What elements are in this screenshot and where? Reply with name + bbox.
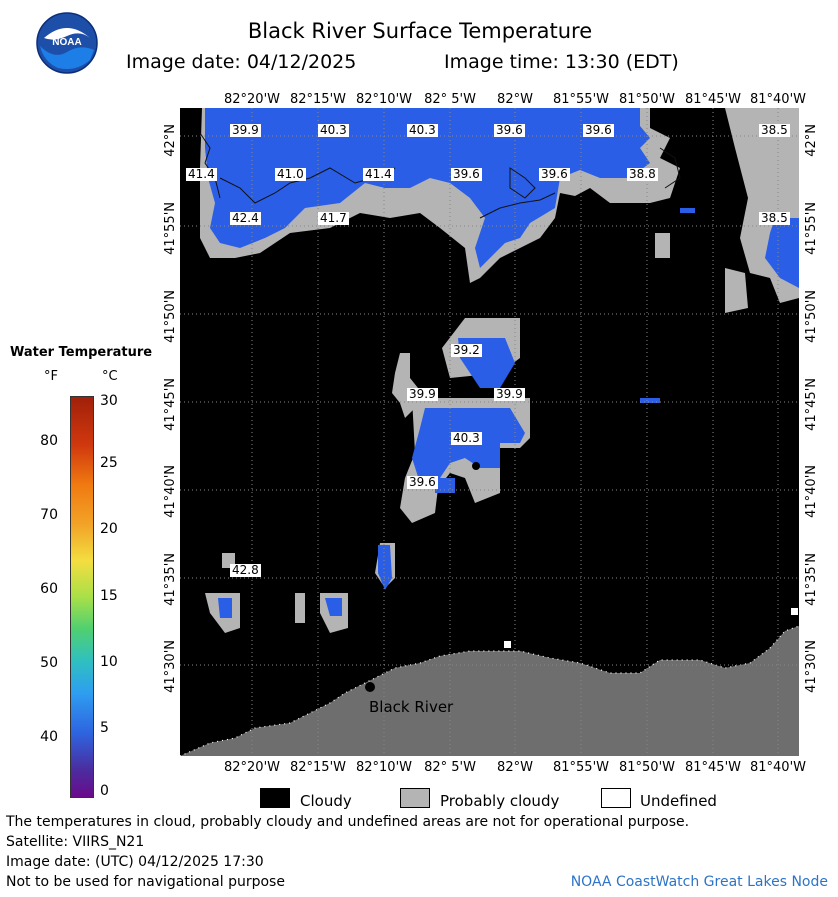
temp-label: 39.6 [453,167,480,181]
credit-text: NOAA CoastWatch Great Lakes Node [570,874,828,890]
temp-label: 39.6 [409,475,436,489]
lon-label-top: 81°45'W [684,92,741,107]
lon-label-bottom: 81°50'W [618,760,675,775]
legend-tick-f: 70 [40,507,58,523]
land-area [180,608,799,756]
water-temperature-areas [205,108,799,618]
lon-label-bottom: 81°55'W [552,760,609,775]
lat-label-right: 41°45'N [804,378,819,431]
temp-label: 39.6 [541,167,568,181]
temp-label: 39.9 [232,123,259,137]
lon-label-top: 81°50'W [618,92,675,107]
temperature-color-scale [70,396,94,798]
temp-label: 41.4 [188,167,215,181]
svg-text:NOAA: NOAA [52,37,82,48]
lat-label-left: 41°45'N [163,378,178,431]
lon-label-top: 82°10'W [355,92,412,107]
disclaimer-text: The temperatures in cloud, probably cloudy and undefined areas are not for operational purpose. [6,814,690,830]
legend-tick-c: 0 [100,783,109,799]
utc-date-text: Image date: (UTC) 04/12/2025 17:30 [6,854,264,870]
lon-label-bottom: 82° 5'W [424,760,476,775]
temp-label: 39.9 [409,387,436,401]
image-time: Image time: 13:30 (EDT) [444,51,679,73]
black-river-marker [365,682,375,692]
temp-label: 39.6 [496,123,523,137]
legend-tick-f: 40 [40,729,58,745]
temp-label: 40.3 [320,123,347,137]
lon-label-top: 81°55'W [552,92,609,107]
satellite-text: Satellite: VIIRS_N21 [6,834,145,850]
map-canvas [180,108,799,756]
lat-label-right: 41°30'N [804,640,819,693]
lat-label-right: 41°40'N [804,465,819,518]
cloudy-label: Cloudy [300,792,352,810]
undefined-label: Undefined [640,792,717,810]
temp-label: 39.9 [496,387,523,401]
legend-tick-c: 20 [100,521,118,537]
temp-label: 41.4 [365,167,392,181]
temperature-map [180,108,799,756]
page-title: Black River Surface Temperature [247,19,593,43]
lat-label-left: 41°35'N [163,553,178,606]
island-marker [472,462,480,470]
probably-cloudy-swatch [400,788,430,808]
undefined-swatch [601,788,631,808]
temp-label: 42.8 [232,563,259,577]
noaa-logo [36,12,98,74]
cloudy-swatch [260,788,290,808]
legend-tick-c: 25 [100,455,118,471]
temp-label: 40.3 [409,123,436,137]
lon-label-bottom: 82°20'W [223,760,280,775]
lat-label-left: 41°40'N [163,465,178,518]
temp-label: 41.7 [320,211,347,225]
image-date: Image date: 04/12/2025 [126,51,357,73]
legend-unit-f: °F [44,369,58,384]
lon-label-top: 82°20'W [223,92,280,107]
temp-label: 39.2 [453,343,480,357]
lat-label-left: 42°N [163,124,178,157]
legend-tick-f: 60 [40,581,58,597]
lat-label-right: 41°50'N [804,290,819,343]
lat-label-right: 41°35'N [804,553,819,606]
lon-label-top: 82° 5'W [424,92,476,107]
town-label: Black River [369,698,454,716]
legend-tick-f: 50 [40,655,58,671]
legend-title: Water Temperature [10,345,153,360]
legend-tick-c: 5 [100,720,109,736]
temp-label: 38.5 [761,123,788,137]
lat-label-left: 41°50'N [163,290,178,343]
legend-tick-f: 80 [40,433,58,449]
temp-label: 40.3 [453,431,480,445]
nav-warning-text: Not to be used for navigational purpose [6,874,285,890]
lon-label-bottom: 82°10'W [355,760,412,775]
temp-label: 39.6 [585,123,612,137]
temp-label: 38.8 [629,167,656,181]
lat-label-right: 42°N [804,124,819,157]
temp-label: 42.4 [232,211,259,225]
noaa-logo-icon [36,12,98,74]
lon-label-bottom: 82°15'W [289,760,346,775]
lon-label-bottom: 81°40'W [749,760,806,775]
probably-cloudy-label: Probably cloudy [440,792,560,810]
lat-label-left: 41°30'N [163,640,178,693]
lon-label-top: 81°40'W [749,92,806,107]
lon-label-top: 82°15'W [289,92,346,107]
lat-label-right: 41°55'N [804,202,819,255]
lon-label-bottom: 81°45'W [684,760,741,775]
lon-label-bottom: 82°W [497,760,533,775]
legend-unit-c: °C [102,369,118,384]
lon-label-top: 82°W [497,92,533,107]
temp-label: 38.5 [761,211,788,225]
legend-tick-c: 15 [100,588,118,604]
legend-tick-c: 30 [100,393,118,409]
temp-label: 41.0 [277,167,304,181]
lat-label-left: 41°55'N [163,202,178,255]
legend-tick-c: 10 [100,654,118,670]
